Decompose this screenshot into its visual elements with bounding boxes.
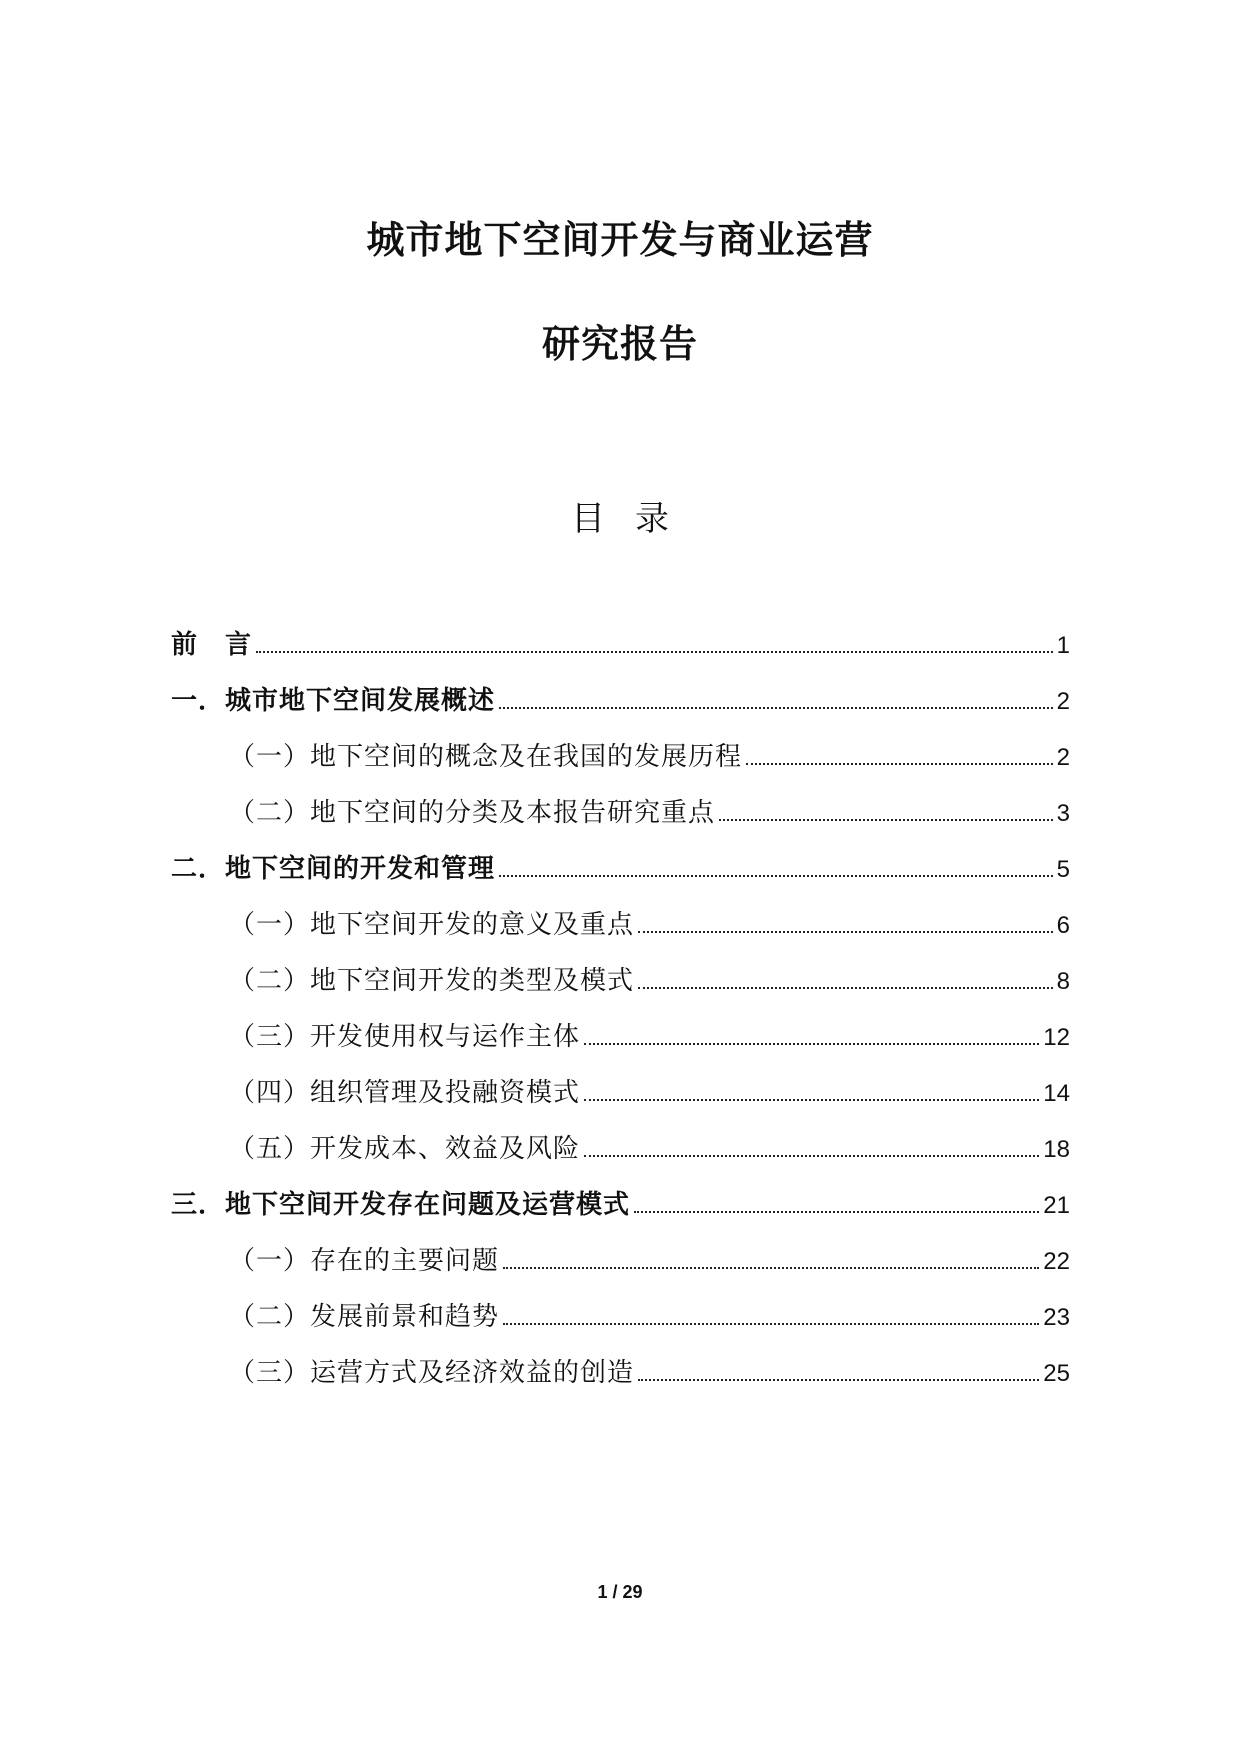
toc-entry-label: 一．城市地下空间发展概述 bbox=[171, 686, 496, 716]
toc-entry[interactable] bbox=[0, 897, 1240, 953]
toc-entry[interactable] bbox=[0, 785, 1240, 841]
toc-entry-page: 5 bbox=[1056, 856, 1070, 883]
toc-dot-leader bbox=[634, 1210, 1039, 1213]
toc-entry-label: （一）存在的主要问题 bbox=[229, 1246, 500, 1276]
toc-dot-leader bbox=[503, 1266, 1039, 1269]
table-of-contents bbox=[0, 617, 1240, 1401]
toc-entry-page: 22 bbox=[1043, 1248, 1070, 1275]
document-title-line-1: 城市地下空间开发与商业运营 bbox=[366, 218, 874, 262]
toc-entry-label: 二．地下空间的开发和管理 bbox=[171, 854, 496, 884]
toc-entry-page: 23 bbox=[1043, 1304, 1070, 1331]
toc-entry[interactable] bbox=[0, 729, 1240, 785]
toc-entry-label: （二）地下空间的分类及本报告研究重点 bbox=[229, 798, 716, 828]
toc-entry-page: 2 bbox=[1056, 744, 1070, 771]
toc-entry-page: 14 bbox=[1043, 1080, 1070, 1107]
toc-entry-label: （二）发展前景和趋势 bbox=[229, 1302, 500, 1332]
toc-dot-leader bbox=[584, 1098, 1039, 1101]
toc-entry-label: （三）开发使用权与运作主体 bbox=[229, 1022, 581, 1052]
toc-entry[interactable] bbox=[0, 1233, 1240, 1289]
toc-entry[interactable] bbox=[0, 1009, 1240, 1065]
toc-dot-leader bbox=[719, 818, 1053, 821]
toc-entry-page: 2 bbox=[1056, 688, 1070, 715]
toc-entry[interactable] bbox=[0, 1177, 1240, 1233]
toc-entry[interactable] bbox=[0, 841, 1240, 897]
toc-entry-page: 25 bbox=[1043, 1360, 1070, 1387]
toc-entry-page: 6 bbox=[1056, 912, 1070, 939]
toc-heading: 目录 bbox=[571, 499, 699, 539]
toc-entry-page: 21 bbox=[1043, 1192, 1070, 1219]
toc-dot-leader bbox=[638, 930, 1053, 933]
toc-entry[interactable] bbox=[0, 1345, 1240, 1401]
toc-entry[interactable] bbox=[0, 953, 1240, 1009]
toc-entry-page: 3 bbox=[1056, 800, 1070, 827]
toc-dot-leader bbox=[638, 986, 1053, 989]
toc-entry-page: 12 bbox=[1043, 1024, 1070, 1051]
toc-dot-leader bbox=[503, 1322, 1039, 1325]
toc-entry-label: （一）地下空间的概念及在我国的发展历程 bbox=[229, 742, 743, 772]
toc-dot-leader bbox=[499, 706, 1053, 709]
toc-dot-leader bbox=[256, 650, 1053, 653]
toc-entry-label: 前 言 bbox=[171, 630, 253, 660]
toc-entry[interactable] bbox=[0, 617, 1240, 673]
toc-entry-label: （四）组织管理及投融资模式 bbox=[229, 1078, 581, 1108]
toc-entry-label: （五）开发成本、效益及风险 bbox=[229, 1134, 581, 1164]
toc-entry-label: 三．地下空间开发存在问题及运营模式 bbox=[171, 1190, 631, 1220]
toc-entry[interactable] bbox=[0, 1289, 1240, 1345]
toc-dot-leader bbox=[584, 1042, 1039, 1045]
toc-entry[interactable] bbox=[0, 1065, 1240, 1121]
toc-entry-label: （二）地下空间开发的类型及模式 bbox=[229, 966, 635, 996]
toc-entry-label: （三）运营方式及经济效益的创造 bbox=[229, 1358, 635, 1388]
document-title-line-2: 研究报告 bbox=[541, 322, 698, 366]
toc-entry[interactable] bbox=[0, 673, 1240, 729]
toc-entry-page: 1 bbox=[1056, 632, 1070, 659]
toc-dot-leader bbox=[584, 1154, 1039, 1157]
toc-dot-leader bbox=[746, 762, 1053, 765]
toc-entry-page: 18 bbox=[1043, 1136, 1070, 1163]
toc-entry-label: （一）地下空间开发的意义及重点 bbox=[229, 910, 635, 940]
page-number-indicator: 1 / 29 bbox=[597, 1582, 643, 1602]
toc-entry-page: 8 bbox=[1056, 968, 1070, 995]
toc-dot-leader bbox=[499, 874, 1053, 877]
toc-entry[interactable] bbox=[0, 1121, 1240, 1177]
toc-dot-leader bbox=[638, 1378, 1039, 1381]
